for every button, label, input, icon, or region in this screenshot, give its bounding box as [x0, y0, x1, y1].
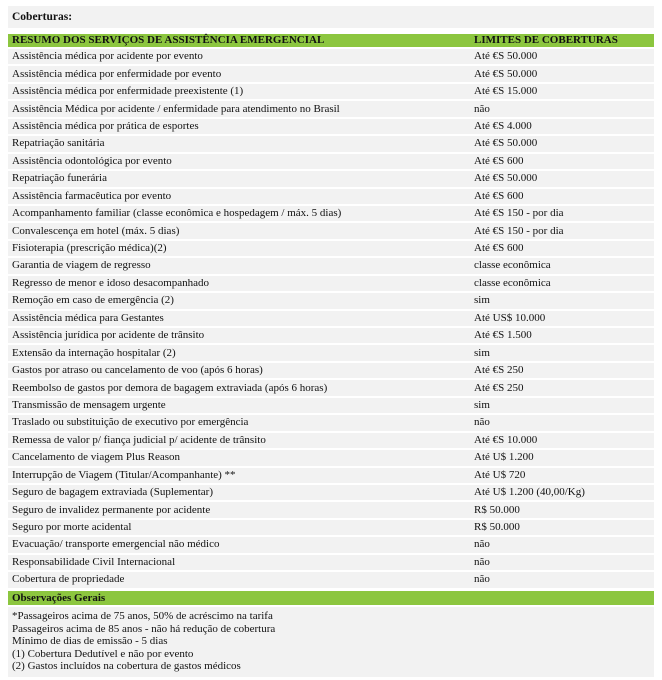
table-row — [8, 572, 654, 587]
service-cell: Repatriação sanitária — [8, 136, 470, 151]
observation-line: (1) Cobertura Dedutível e não por evento — [12, 647, 194, 660]
service-cell: Seguro de bagagem extraviada (Suplementar) — [8, 485, 470, 500]
table-row — [8, 485, 654, 500]
service-cell: Assistência Médica por acidente / enfermidade para atendimento no Brasil — [8, 101, 470, 116]
service-cell: Traslado ou substituição de executivo por emergência — [8, 415, 470, 430]
limit-cell: Até €S 15.000 — [470, 84, 654, 99]
table-row — [8, 189, 654, 204]
limit-cell: classe econômica — [470, 258, 654, 273]
table-row — [8, 241, 654, 256]
coverage-table-body — [8, 49, 654, 588]
limit-cell: R$ 50.000 — [470, 520, 654, 535]
limit-cell: Até €S 600 — [470, 189, 654, 204]
service-cell: Transmissão de mensagem urgente — [8, 398, 470, 413]
limit-cell: não — [470, 415, 654, 430]
service-cell: Assistência médica para Gestantes — [8, 311, 470, 326]
observation-line: *Passageiros acima de 75 anos, 50% de acréscimo na tarifa — [12, 610, 273, 622]
service-cell: Responsabilidade Civil Internacional — [8, 555, 470, 570]
column-header-limits: LIMITES DE COBERTURAS — [470, 34, 654, 47]
limit-cell: Até U$ 1.200 — [470, 450, 654, 465]
service-cell: Cancelamento de viagem Plus Reason — [8, 450, 470, 465]
service-cell: Reembolso de gastos por demora de bagagem extraviada (após 6 horas) — [8, 380, 470, 395]
service-cell: Assistência médica por prática de esportes — [8, 119, 470, 134]
table-row — [8, 328, 654, 343]
table-row — [8, 468, 654, 483]
table-row — [8, 520, 654, 535]
table-row — [8, 206, 654, 221]
observation-line: Passageiros acima de 85 anos - não há redução de cobertura — [12, 622, 276, 635]
limit-cell: Até €S 4.000 — [470, 119, 654, 134]
observations-title: Observações Gerais — [8, 591, 654, 605]
table-row — [8, 171, 654, 186]
table-row — [8, 415, 654, 430]
column-header-services: RESUMO DOS SERVIÇOS DE ASSISTÊNCIA EMERGENCIAL — [8, 34, 470, 47]
limit-cell: Até €S 10.000 — [470, 433, 654, 448]
table-row — [8, 502, 654, 517]
table-row — [8, 66, 654, 81]
service-cell: Assistência médica por enfermidade por evento — [8, 66, 470, 81]
service-cell: Assistência médica por enfermidade preexistente (1) — [8, 84, 470, 99]
table-row — [8, 433, 654, 448]
service-cell: Remessa de valor p/ fiança judicial p/ acidente de trânsito — [8, 433, 470, 448]
service-cell: Remoção em caso de emergência (2) — [8, 293, 470, 308]
limit-cell: não — [470, 572, 654, 587]
limit-cell: sim — [470, 293, 654, 308]
service-cell: Assistência jurídica por acidente de trânsito — [8, 328, 470, 343]
table-row — [8, 450, 654, 465]
limit-cell: Até €S 250 — [470, 380, 654, 395]
service-cell: Assistência farmacêutica por evento — [8, 189, 470, 204]
limit-cell: não — [470, 537, 654, 552]
observations-body — [8, 607, 654, 677]
table-row — [8, 258, 654, 273]
table-row — [8, 555, 654, 570]
table-row — [8, 49, 654, 64]
service-cell: Garantia de viagem de regresso — [8, 258, 470, 273]
table-row — [8, 84, 654, 99]
limit-cell: Até €S 1.500 — [470, 328, 654, 343]
service-cell: Seguro de invalidez permanente por acidente — [8, 502, 470, 517]
limit-cell: Até €S 250 — [470, 363, 654, 378]
limit-cell: sim — [470, 398, 654, 413]
limit-cell: Até €S 50.000 — [470, 136, 654, 151]
limit-cell: Até €S 600 — [470, 154, 654, 169]
table-row — [8, 119, 654, 134]
service-cell: Assistência odontológica por evento — [8, 154, 470, 169]
limit-cell: Até €S 600 — [470, 241, 654, 256]
limit-cell: Até €S 150 - por dia — [470, 223, 654, 238]
service-cell: Assistência médica por acidente por evento — [8, 49, 470, 64]
table-row — [8, 293, 654, 308]
limit-cell: Até U$ 720 — [470, 468, 654, 483]
limit-cell: R$ 50.000 — [470, 502, 654, 517]
service-cell: Gastos por atraso ou cancelamento de voo (após 6 horas) — [8, 363, 470, 378]
limit-cell: Até €S 50.000 — [470, 66, 654, 81]
limit-cell: Até €S 50.000 — [470, 49, 654, 64]
table-row — [8, 311, 654, 326]
limit-cell: sim — [470, 345, 654, 360]
limit-cell: Até U$ 1.200 (40,00/Kg) — [470, 485, 654, 500]
limit-cell: não — [470, 555, 654, 570]
table-row — [8, 345, 654, 360]
limit-cell: Até €S 50.000 — [470, 171, 654, 186]
service-cell: Evacuação/ transporte emergencial não médico — [8, 537, 470, 552]
limit-cell: Até US$ 10.000 — [470, 311, 654, 326]
limit-cell: classe econômica — [470, 276, 654, 291]
section-title: Coberturas: — [8, 6, 654, 28]
service-cell: Repatriação funerária — [8, 171, 470, 186]
observation-line: (2) Gastos incluídos na cobertura de gastos médicos — [12, 660, 241, 672]
table-row — [8, 398, 654, 413]
observation-line: Mínimo de dias de emissão - 5 dias — [12, 635, 168, 647]
table-row — [8, 380, 654, 395]
limit-cell: Até €S 150 - por dia — [470, 206, 654, 221]
service-cell: Seguro por morte acidental — [8, 520, 470, 535]
table-row — [8, 154, 654, 169]
coverage-table — [8, 32, 654, 590]
table-row — [8, 223, 654, 238]
service-cell: Regresso de menor e idoso desacompanhado — [8, 276, 470, 291]
service-cell: Convalescença em hotel (máx. 5 dias) — [8, 223, 470, 238]
limit-cell: não — [470, 101, 654, 116]
service-cell: Acompanhamento familiar (classe econômica e hospedagem / máx. 5 dias) — [8, 206, 470, 221]
service-cell: Fisioterapia (prescrição médica)(2) — [8, 241, 470, 256]
table-row — [8, 537, 654, 552]
table-header-row — [8, 34, 654, 47]
table-row — [8, 363, 654, 378]
table-row — [8, 101, 654, 116]
table-row — [8, 136, 654, 151]
service-cell: Interrupção de Viagem (Titular/Acompanhante) ** — [8, 468, 470, 483]
service-cell: Cobertura de propriedade — [8, 572, 470, 587]
table-row — [8, 276, 654, 291]
service-cell: Extensão da internação hospitalar (2) — [8, 345, 470, 360]
